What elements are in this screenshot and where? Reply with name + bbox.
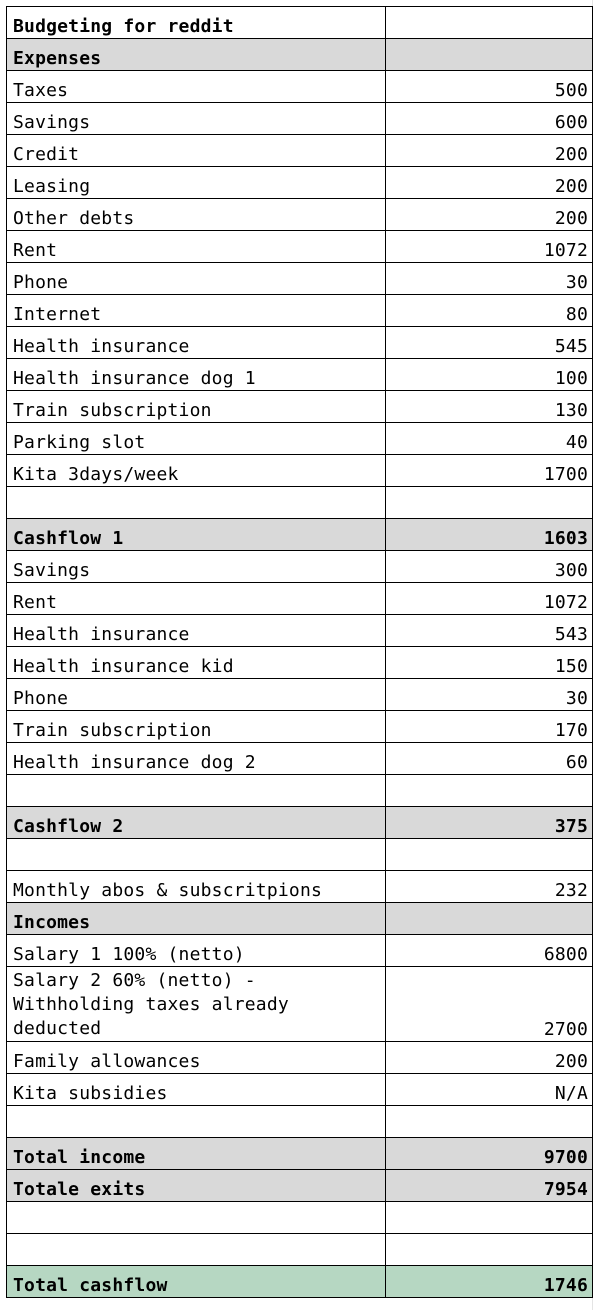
table-row bbox=[7, 167, 593, 199]
table-row bbox=[7, 263, 593, 295]
cell-label[interactable]: Salary 1 100% (netto) bbox=[7, 935, 386, 967]
cell-value[interactable]: 2700 bbox=[386, 967, 593, 1042]
budget-table bbox=[6, 6, 593, 1298]
table-row bbox=[7, 199, 593, 231]
cell-value[interactable]: 100 bbox=[386, 359, 593, 391]
table-row bbox=[7, 487, 593, 519]
cell-value[interactable]: 7954 bbox=[386, 1170, 593, 1202]
cell-value[interactable]: 60 bbox=[386, 743, 593, 775]
cell-value[interactable]: 375 bbox=[386, 807, 593, 839]
cell-label[interactable] bbox=[7, 1106, 386, 1138]
table-row bbox=[7, 1138, 593, 1170]
table-row bbox=[7, 967, 593, 1042]
cell-value[interactable]: 1700 bbox=[386, 455, 593, 487]
cell-value[interactable]: 1603 bbox=[386, 519, 593, 551]
table-row bbox=[7, 71, 593, 103]
cell-label[interactable]: Rent bbox=[7, 231, 386, 263]
cell-label[interactable]: Internet bbox=[7, 295, 386, 327]
cell-value[interactable]: 232 bbox=[386, 871, 593, 903]
cell-value[interactable] bbox=[386, 839, 593, 871]
table-row bbox=[7, 1106, 593, 1138]
cell-label[interactable]: Total income bbox=[7, 1138, 386, 1170]
cell-label[interactable]: Health insurance kid bbox=[7, 647, 386, 679]
cell-value[interactable] bbox=[386, 7, 593, 39]
cell-label[interactable]: Rent bbox=[7, 583, 386, 615]
table-row bbox=[7, 871, 593, 903]
cell-value[interactable] bbox=[386, 39, 593, 71]
cell-label[interactable]: Leasing bbox=[7, 167, 386, 199]
cell-label[interactable]: Credit bbox=[7, 135, 386, 167]
cell-label[interactable]: Taxes bbox=[7, 71, 386, 103]
table-row bbox=[7, 1234, 593, 1266]
cell-value[interactable]: N/A bbox=[386, 1074, 593, 1106]
cell-label[interactable]: Kita 3days/week bbox=[7, 455, 386, 487]
cell-label[interactable]: Budgeting for reddit bbox=[7, 7, 386, 39]
table-row bbox=[7, 775, 593, 807]
cell-label[interactable]: Health insurance bbox=[7, 327, 386, 359]
cell-label[interactable]: Phone bbox=[7, 263, 386, 295]
cell-label[interactable] bbox=[7, 1202, 386, 1234]
table-row bbox=[7, 455, 593, 487]
table-row bbox=[7, 423, 593, 455]
table-row bbox=[7, 519, 593, 551]
cell-label[interactable]: Train subscription bbox=[7, 391, 386, 423]
cell-value[interactable]: 200 bbox=[386, 135, 593, 167]
cell-label[interactable]: Salary 2 60% (netto) - Withholding taxes already deducted bbox=[7, 967, 386, 1042]
cell-label[interactable]: Savings bbox=[7, 103, 386, 135]
table-row bbox=[7, 359, 593, 391]
cell-value[interactable]: 170 bbox=[386, 711, 593, 743]
cell-value[interactable]: 1072 bbox=[386, 583, 593, 615]
cell-value[interactable]: 545 bbox=[386, 327, 593, 359]
table-row bbox=[7, 1170, 593, 1202]
cell-value[interactable]: 80 bbox=[386, 295, 593, 327]
cell-label[interactable] bbox=[7, 775, 386, 807]
cell-value[interactable] bbox=[386, 1106, 593, 1138]
cell-value[interactable]: 40 bbox=[386, 423, 593, 455]
cell-value[interactable]: 600 bbox=[386, 103, 593, 135]
table-row bbox=[7, 743, 593, 775]
cell-label[interactable]: Health insurance dog 2 bbox=[7, 743, 386, 775]
cell-value[interactable]: 6800 bbox=[386, 935, 593, 967]
table-row bbox=[7, 135, 593, 167]
table-row bbox=[7, 647, 593, 679]
cell-value[interactable] bbox=[386, 903, 593, 935]
cell-label[interactable]: Parking slot bbox=[7, 423, 386, 455]
cell-label[interactable]: Phone bbox=[7, 679, 386, 711]
cell-value[interactable] bbox=[386, 1202, 593, 1234]
cell-label[interactable]: Cashflow 1 bbox=[7, 519, 386, 551]
table-row bbox=[7, 551, 593, 583]
cell-value[interactable]: 200 bbox=[386, 199, 593, 231]
table-row bbox=[7, 7, 593, 39]
cell-label[interactable]: Incomes bbox=[7, 903, 386, 935]
cell-label[interactable] bbox=[7, 839, 386, 871]
cell-value[interactable] bbox=[386, 775, 593, 807]
table-row bbox=[7, 583, 593, 615]
table-row bbox=[7, 103, 593, 135]
cell-value[interactable]: 1746 bbox=[386, 1266, 593, 1298]
next-column-strip bbox=[592, 0, 606, 1310]
cell-value[interactable]: 9700 bbox=[386, 1138, 593, 1170]
cell-label[interactable]: Health insurance bbox=[7, 615, 386, 647]
cell-label[interactable]: Expenses bbox=[7, 39, 386, 71]
cell-value[interactable]: 543 bbox=[386, 615, 593, 647]
cell-value[interactable]: 150 bbox=[386, 647, 593, 679]
cell-label[interactable]: Cashflow 2 bbox=[7, 807, 386, 839]
cell-value[interactable]: 30 bbox=[386, 263, 593, 295]
cell-value[interactable]: 200 bbox=[386, 167, 593, 199]
table-row bbox=[7, 1074, 593, 1106]
cell-label[interactable]: Family allowances bbox=[7, 1042, 386, 1074]
table-row bbox=[7, 807, 593, 839]
cell-value[interactable] bbox=[386, 487, 593, 519]
table-row bbox=[7, 1202, 593, 1234]
cell-value[interactable]: 200 bbox=[386, 1042, 593, 1074]
cell-label[interactable] bbox=[7, 487, 386, 519]
cell-value[interactable]: 130 bbox=[386, 391, 593, 423]
cell-label[interactable] bbox=[7, 1234, 386, 1266]
table-row bbox=[7, 327, 593, 359]
cell-value[interactable]: 500 bbox=[386, 71, 593, 103]
cell-label[interactable]: Total cashflow bbox=[7, 1266, 386, 1298]
cell-value[interactable]: 1072 bbox=[386, 231, 593, 263]
cell-label[interactable]: Other debts bbox=[7, 199, 386, 231]
cell-label[interactable]: Savings bbox=[7, 551, 386, 583]
cell-value[interactable]: 30 bbox=[386, 679, 593, 711]
table-row bbox=[7, 1266, 593, 1298]
table-row bbox=[7, 679, 593, 711]
table-row bbox=[7, 615, 593, 647]
table-row bbox=[7, 711, 593, 743]
table-row bbox=[7, 231, 593, 263]
table-row bbox=[7, 903, 593, 935]
cell-label[interactable]: Totale exits bbox=[7, 1170, 386, 1202]
table-row bbox=[7, 839, 593, 871]
table-row bbox=[7, 1042, 593, 1074]
cell-value[interactable] bbox=[386, 1234, 593, 1266]
table-row bbox=[7, 295, 593, 327]
cell-label[interactable]: Train subscription bbox=[7, 711, 386, 743]
budget-rows bbox=[7, 7, 593, 1298]
cell-label[interactable]: Monthly abos & subscritpions bbox=[7, 871, 386, 903]
cell-value[interactable]: 300 bbox=[386, 551, 593, 583]
table-row bbox=[7, 935, 593, 967]
cell-label[interactable]: Health insurance dog 1 bbox=[7, 359, 386, 391]
table-row bbox=[7, 391, 593, 423]
table-row bbox=[7, 39, 593, 71]
cell-label[interactable]: Kita subsidies bbox=[7, 1074, 386, 1106]
